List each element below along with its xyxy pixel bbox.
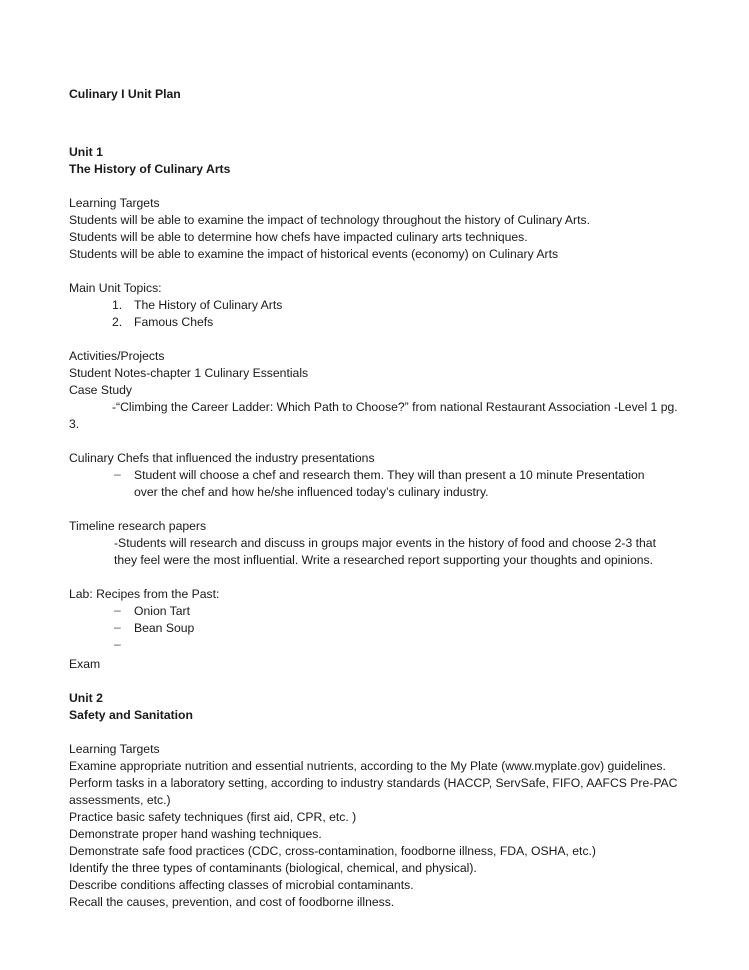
topic-text: The History of Culinary Arts	[134, 298, 283, 312]
unit-2-title: Safety and Sanitation	[69, 708, 193, 722]
dash-bullet: –	[114, 603, 121, 617]
unit-2-learning-target: Examine appropriate nutrition and essential nutrients, according to the My Plate (www.myplate.gov) guidelines.	[69, 759, 666, 773]
unit-1-topics-heading: Main Unit Topics:	[69, 281, 162, 295]
unit-2-learning-target: Demonstrate safe food practices (CDC, cross-contamination, foodborne illness, FDA, OSHA, etc.)	[69, 844, 596, 858]
document-title: Culinary I Unit Plan	[69, 87, 181, 101]
unit-1-learning-target: Students will be able to examine the impact of historical events (economy) on Culinary Arts	[69, 247, 559, 261]
unit-1-lab-list	[69, 603, 679, 654]
topic-text: Famous Chefs	[134, 315, 214, 329]
unit-1-learning-targets-heading: Learning Targets	[69, 196, 160, 210]
unit-1-activities-heading: Activities/Projects	[69, 349, 165, 363]
unit-1-chefs-item	[69, 467, 679, 501]
unit-1-case-study-text: -“Climbing the Career Ladder: Which Path to Choose?” from national Restaurant Association -Level 1 pg.	[112, 400, 678, 414]
unit-1-lab-item	[69, 620, 679, 637]
dash-bullet: –	[114, 467, 121, 481]
unit-1-case-study-heading: Case Study	[69, 383, 133, 397]
lab-item-text: Bean Soup	[134, 621, 195, 635]
lab-item-text: Onion Tart	[134, 604, 191, 618]
unit-1-timeline-heading: Timeline research papers	[69, 519, 207, 533]
unit-1-chefs-heading: Culinary Chefs that influenced the industry presentations	[69, 451, 375, 465]
unit-2-learning-target: Practice basic safety techniques (first aid, CPR, etc. )	[69, 810, 357, 824]
unit-2-learning-target: Identify the three types of contaminants (biological, chemical, and physical).	[69, 861, 477, 875]
unit-2-learning-target: Demonstrate proper hand washing techniques.	[69, 827, 322, 841]
unit-1-lab-item	[69, 603, 679, 620]
document-page	[69, 86, 679, 911]
unit-1-learning-target: Students will be able to determine how chefs have impacted culinary arts techniques.	[69, 230, 528, 244]
unit-1-exam: Exam	[69, 657, 101, 671]
topic-number: 2.	[112, 315, 123, 329]
unit-1-student-notes: Student Notes-chapter 1 Culinary Essentials	[69, 366, 309, 380]
unit-2-learning-targets-heading: Learning Targets	[69, 742, 160, 756]
unit-1-lab-item	[69, 637, 679, 654]
unit-1-timeline-text: -Students will research and discuss in groups major events in the history of food and choose 2-3 that they feel were the most influential. Write a researched report supporting your thoughts and opinions.	[114, 536, 656, 567]
unit-1-lab-heading: Lab: Recipes from the Past:	[69, 587, 220, 601]
unit-1-learning-target: Students will be able to examine the impact of technology throughout the history of Culinary Arts.	[69, 213, 590, 227]
unit-2-label: Unit 2	[69, 691, 103, 705]
unit-2-learning-target: Recall the causes, prevention, and cost of foodborne illness.	[69, 895, 395, 909]
unit-2-learning-target: Perform tasks in a laboratory setting, according to industry standards (HACCP, ServSafe, FIFO, AAFCS Pre-PAC assessments, etc.)	[69, 776, 678, 807]
dash-bullet: –	[114, 637, 121, 651]
unit-1-label: Unit 1	[69, 145, 103, 159]
dash-bullet: –	[114, 620, 121, 634]
unit-1-topics-list	[69, 297, 679, 331]
unit-2-learning-target: Describe conditions affecting classes of microbial contaminants.	[69, 878, 414, 892]
chefs-item-text: Student will choose a chef and research them. They will than present a 10 minute Presentation over the chef and how he/she influenced today’s culinary industry.	[134, 468, 645, 499]
unit-1-case-study-page: 3.	[69, 417, 80, 431]
topic-number: 1.	[112, 298, 123, 312]
unit-1-title: The History of Culinary Arts	[69, 162, 231, 176]
unit-1-chefs-list	[69, 467, 679, 501]
unit-1-topic-item	[69, 297, 679, 314]
unit-1-topic-item	[69, 314, 679, 331]
